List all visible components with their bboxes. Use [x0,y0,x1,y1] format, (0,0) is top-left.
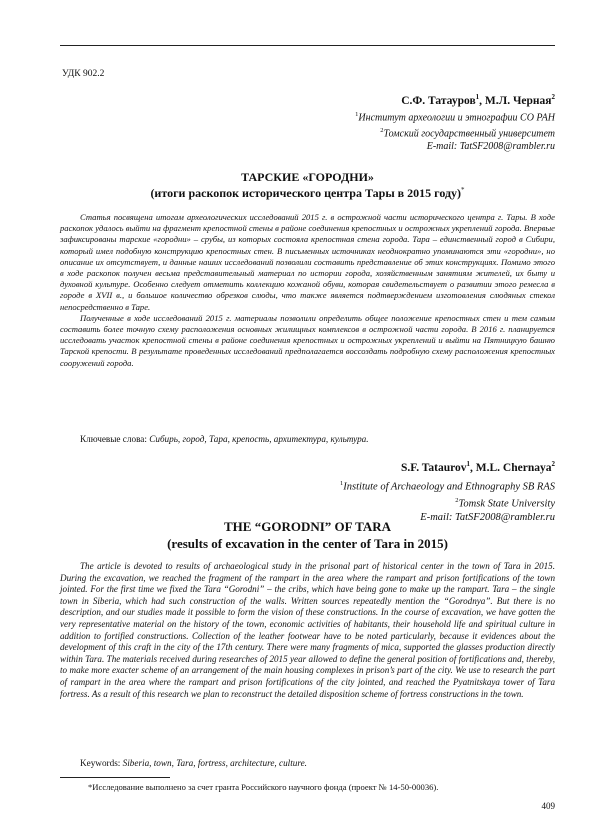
en-affiliations: $^1$Institute of Archaeology and Ethnography SB RAS $^2$Tomsk State University E-mail: TatSF2008@rambler.ru [340,480,555,523]
header-rule [60,45,555,46]
en-abstract-para: The article is devoted to results of archaeological study in the prisonal part of historical center in the town of Tara in 2015. During the excavation, we reached the fragment of the rampart in the area where the rampart and prison fortifications of the town jointed. For the first time we fixed the Tara “Gorodni” – the cribs, which have being gone to make up the rampart. Tara – the single town in Siberia, which had such construction of the walls. Written sources repeatedly mention the “Gorodnya”. But there is no description, and our studies made it possible to form the vision of these constructions. In the course of excavation, we have gotten the very representative material on the history of the town, economic activities of habitants, their household life and spiritual culture in addition to fortified constructions. Collection of the leather footwear have to be noted particularly, because it evidences about the development of this craft in the city of the 17th century. There were many fragments of mica, supported the glasses production directly within Tara. The materials received during researches of 2015 year allowed to define the general position of fortifications and, thereby, to make more exacter scheme of an arrangement of the main housing complexes in prison’s part of the city. We use to research the part of rampart in the area where the rampart and prison fortifications of the city jointed, and reached the Pyatnitskaya tower of Tara fortress. As a result of this research we plan to reconstruct the detailed disposition scheme of fortress constructions in the town. [60,561,555,699]
en-keywords-label: Keywords: [80,758,121,768]
en-author-2-mark: 2 [551,460,555,468]
en-author-2: M.L. Chernaya [475,461,552,474]
ru-title-main: ТАРСКИЕ «ГОРОДНИ» [241,170,374,184]
ru-abstract [60,212,555,369]
en-title-sub: (results of excavation in the center of Tara in 2015) [167,536,448,551]
en-author-1-mark: 1 [466,460,471,468]
en-abstract [60,561,555,700]
en-affiliation-2: Tomsk State University [458,498,555,510]
en-affiliation-1: Institute of Archaeology and Ethnography SB RAS [343,481,555,493]
ru-affiliation-2: Томский государственный университет [383,128,555,140]
udk-code: УДК 902.2 [62,69,105,79]
en-keywords [80,758,307,768]
ru-author-1: С.Ф. Татауров [401,94,476,107]
footnote: *Исследование выполнено за счет гранта Российского научного фонда (проект № 14-50-00036). [88,782,439,792]
ru-author-1-mark: 1 [475,93,480,101]
ru-title-sub-line [60,186,555,201]
en-author-1: S.F. Tataurov [401,461,467,474]
ru-email: E-mail: TatSF2008@rambler.ru [426,140,555,152]
ru-affiliations: $^1$Институт археологии и этнографии СО РАН $^2$Томский государственный университет E-mail: TatSF2008@rambler.ru [355,111,555,152]
page-number: 409 [541,801,555,811]
ru-authors: С.Ф. Татауров$^1$, М.Л. Черная$^2$ [401,93,555,107]
footnote-rule [60,777,170,778]
en-authors: S.F. Tataurov$^1$, M.L. Chernaya$^2$ [401,460,555,474]
ru-keywords-label: Ключевые слова: [80,434,147,444]
ru-abstract-para-1: Статья посвящена итогам археологических исследований 2015 г. в острожной части исторического центра г. Тары. В ходе раскопок удалось выйти на фрагмент крепостной стены в районе соединения крепостных и острожных укреплений города. Впервые зафиксированы тарские «городни» – срубы, из которых состояла крепостная стена города. Тара – единственный город в Сибири, который имел подобную конструкцию крепостных стен. В письменных источниках неоднократно упоминаются эти «городни», но описание их отсутствует, и данные наших исследований позволили составить представление об этих конструкциях. Помимо этого в ходе раскопок получен весьма представительный материал по истории города, хозяйственным занятиям жителей, их быту и духовной культуре. Особенно следует отметить коллекцию кожаной обуви, которая свидетельствует о развитии этого ремесла в городе в XVII в., и большое количество обрезков слюды, что также является подтверждением изготовления слюдяных стекол непосредственно в Таре. [60,212,555,312]
en-title-main: THE “GORODNI” OF TARA [224,519,391,534]
ru-keywords [80,434,369,444]
ru-author-2-mark: 2 [551,93,555,101]
en-email: E-mail: TatSF2008@rambler.ru [420,512,555,523]
ru-keywords-list: Сибирь, город, Тара, крепость, архитектура, культура. [149,434,369,444]
ru-title-sub: (итоги раскопок исторического центра Тары в 2015 году) [150,186,462,200]
ru-affiliation-1: Институт археологии и этнографии СО РАН [358,112,555,124]
ru-title-footnote-mark: * [461,186,465,194]
ru-abstract-para-2: Полученные в ходе исследований 2015 г. материалы позволили определить общее положение крепостных стен и тем самым составить более точную схему расположения основных жилищных комплексов в острожной части города. В 2016 г. планируется исследовать участок крепостной стены в районе соединения крепостных и острожных укреплений и выйти на Пятницкую башню Тарской крепости. В результате проведенных исследований предполагается воссоздать подробную схему расположения крепостных сооружений города. [60,312,555,368]
en-keywords-list: Siberia, town, Tara, fortress, architecture, culture. [122,758,307,768]
ru-author-2: М.Л. Черная [484,94,552,107]
